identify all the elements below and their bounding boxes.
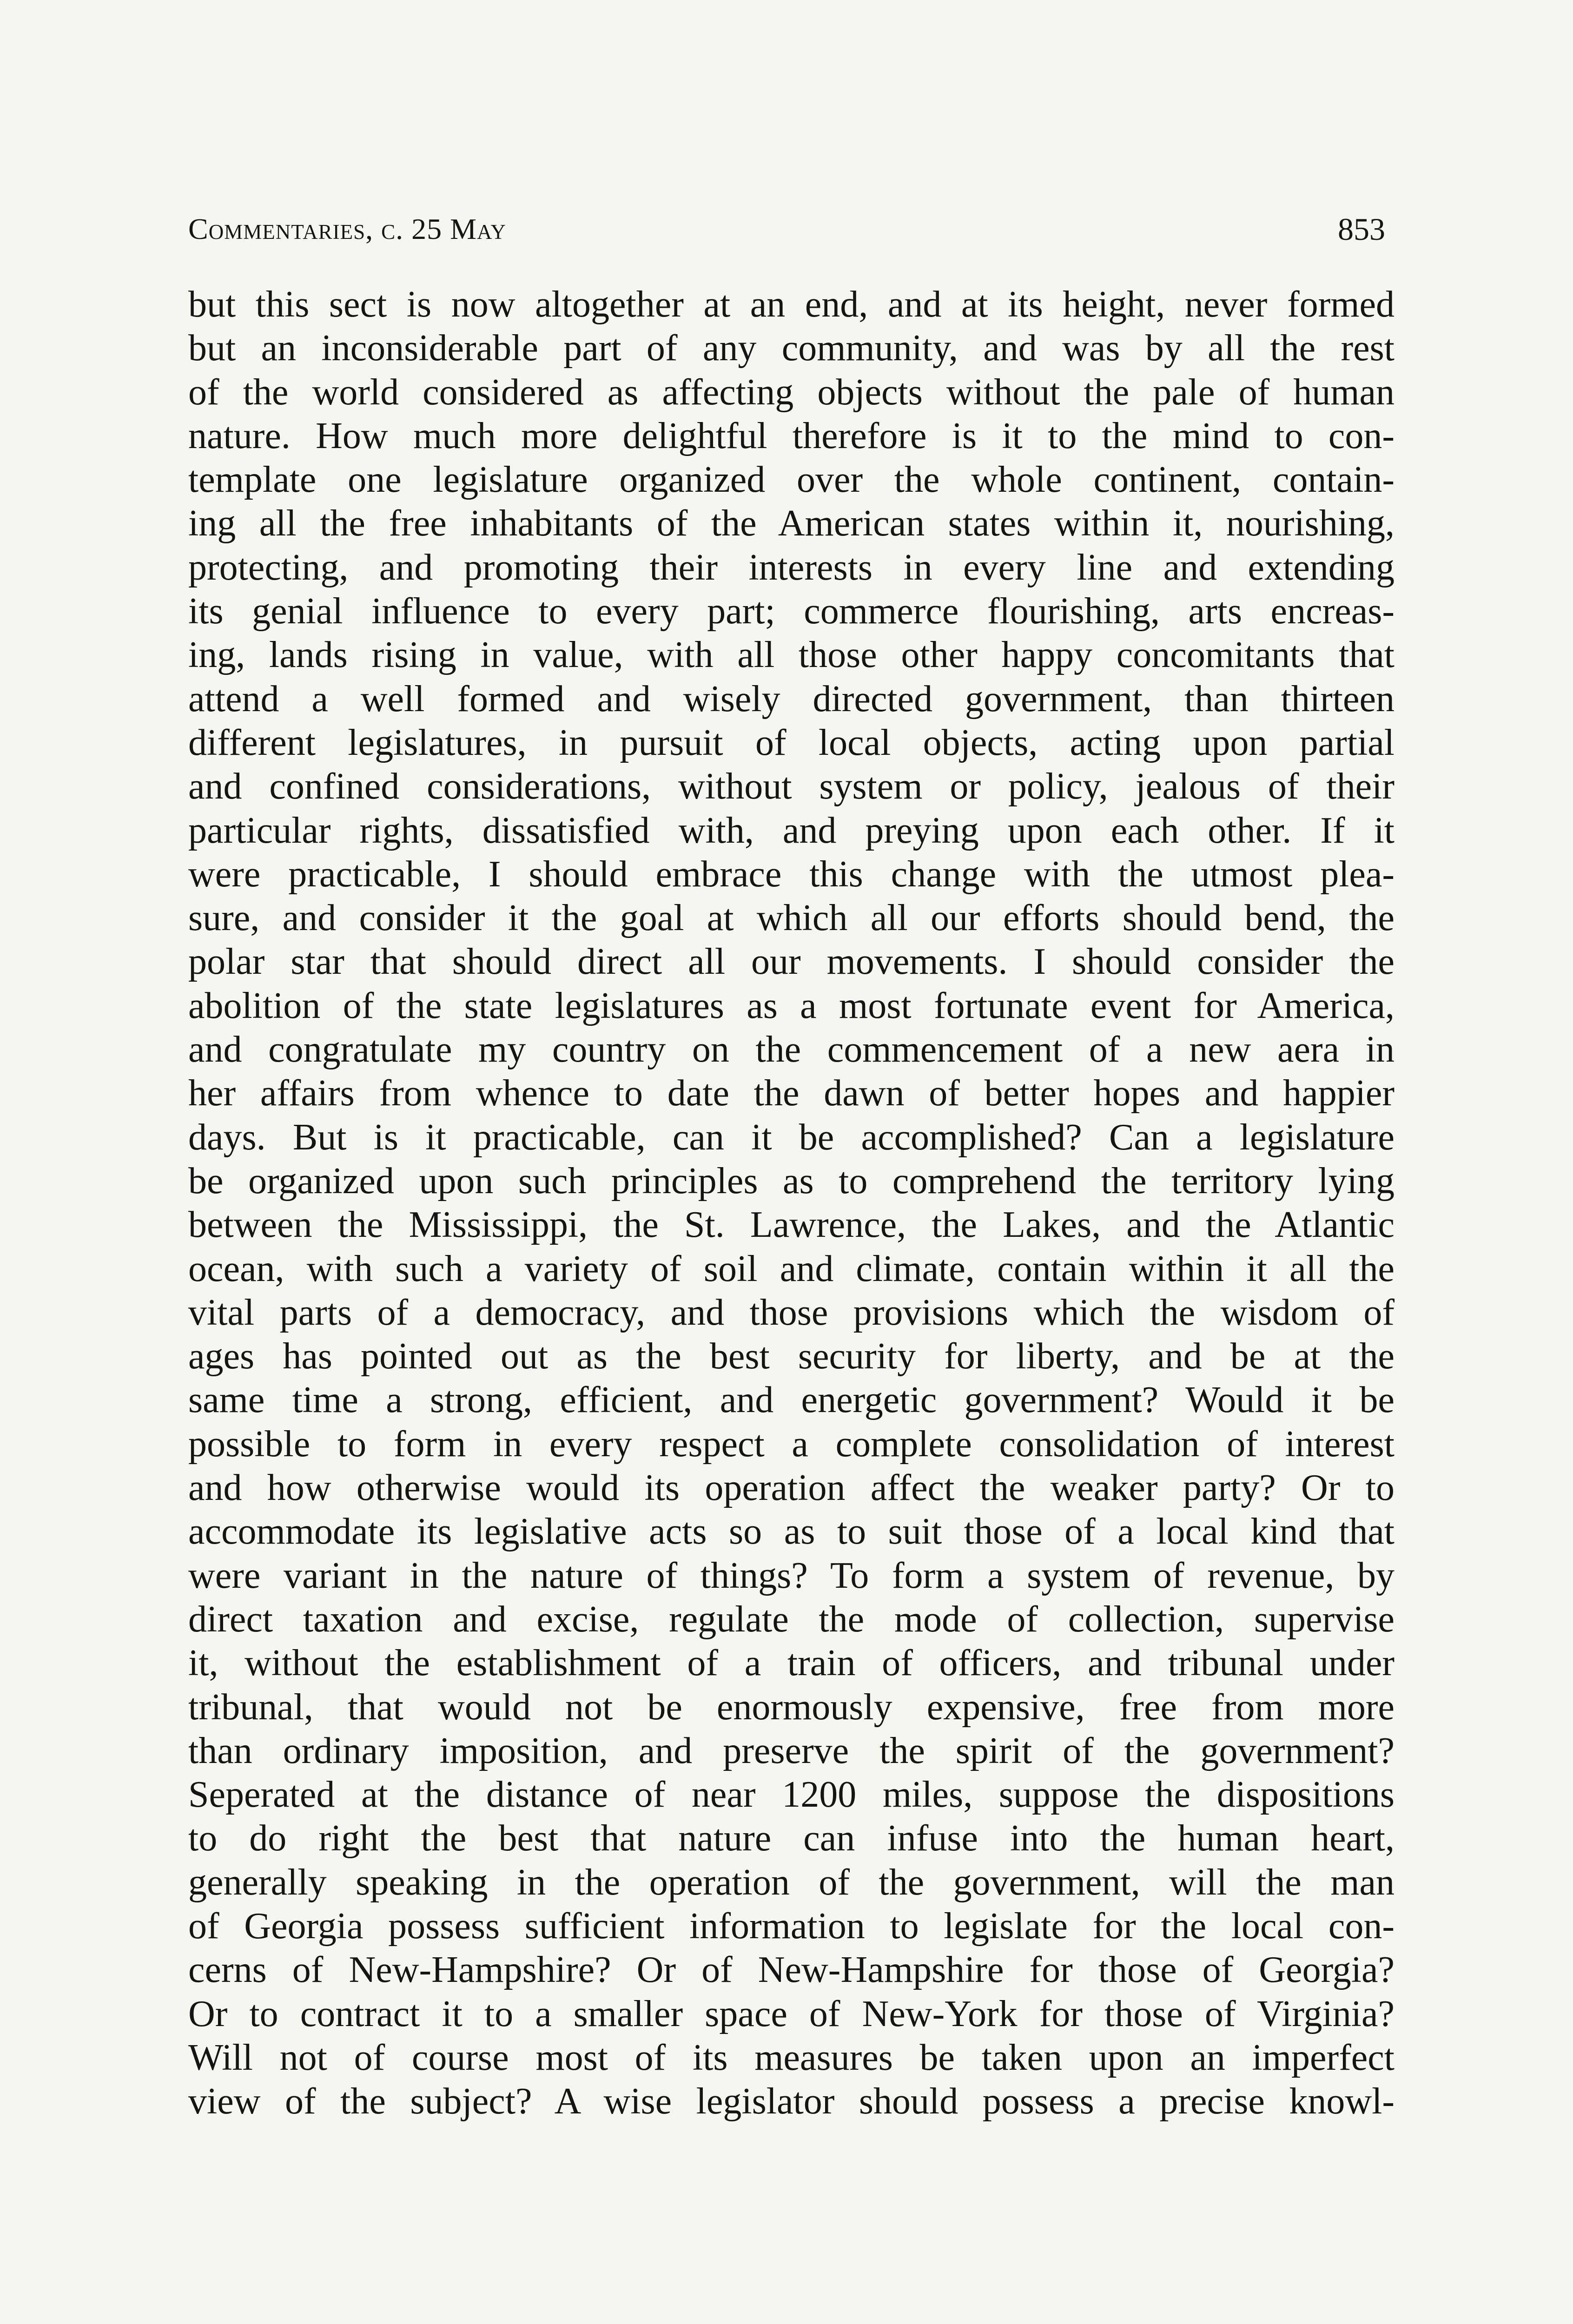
text-line: Seperated at the distance of near 1200 miles, suppose the dispositions: [188, 1774, 1395, 1816]
text-line: and confined considerations, without system or policy, jealous of their: [188, 766, 1395, 807]
text-line: her affairs from whence to date the dawn of better hopes and happier: [188, 1073, 1395, 1114]
text-line: Will not of course most of its measures be taken upon an imperfect: [188, 2037, 1395, 2078]
text-line: generally speaking in the operation of the government, will the man: [188, 1862, 1395, 1903]
text-line: same time a strong, efficient, and energetic government? Would it be: [188, 1380, 1395, 1421]
page-number: 853: [1338, 211, 1385, 247]
text-line: tribunal, that would not be enormously expensive, free from more: [188, 1686, 1395, 1728]
text-line: direct taxation and excise, regulate the mode of collection, supervise: [188, 1598, 1395, 1640]
text-line: abolition of the state legislatures as a most fortunate event for America,: [188, 985, 1395, 1026]
text-line: were practicable, I should embrace this change with the utmost plea-: [188, 853, 1395, 895]
text-line: were variant in the nature of things? To form a system of revenue, by: [188, 1555, 1395, 1596]
text-line: of the world considered as affecting objects without the pale of human: [188, 371, 1395, 413]
text-line: attend a well formed and wisely directed government, than thirteen: [188, 678, 1395, 720]
text-line: polar star that should direct all our movements. I should consider the: [188, 941, 1395, 983]
text-line: nature. How much more delightful therefore is it to the mind to con-: [188, 415, 1395, 456]
running-head: [188, 208, 1385, 250]
text-line: ocean, with such a variety of soil and climate, contain within it all the: [188, 1248, 1395, 1289]
text-line: different legislatures, in pursuit of local objects, acting upon partial: [188, 722, 1395, 763]
text-line: days. But is it practicable, can it be accomplished? Can a legislature: [188, 1116, 1395, 1158]
body-text: [188, 283, 1395, 2123]
text-line: but this sect is now altogether at an end, and at its height, never formed: [188, 284, 1395, 325]
text-line: it, without the establishment of a train of officers, and tribunal under: [188, 1643, 1395, 1684]
text-line: view of the subject? A wise legislator should possess a precise knowl-: [188, 2081, 1395, 2122]
text-line: but an inconsiderable part of any community, and was by all the rest: [188, 328, 1395, 369]
running-title: Commentaries, c. 25 May: [188, 212, 506, 245]
text-line: than ordinary imposition, and preserve the spirit of the government?: [188, 1730, 1395, 1771]
text-line: vital parts of a democracy, and those provisions which the wisdom of: [188, 1292, 1395, 1333]
text-line: of Georgia possess sufficient information to legislate for the local con-: [188, 1905, 1395, 1947]
text-line: particular rights, dissatisfied with, and preying upon each other. If it: [188, 810, 1395, 851]
text-line: ing, lands rising in value, with all those other happy concomitants that: [188, 634, 1395, 676]
text-line: and how otherwise would its operation affect the weaker party? Or to: [188, 1467, 1395, 1509]
text-line: template one legislature organized over the whole continent, contain-: [188, 459, 1395, 501]
text-line: possible to form in every respect a complete consolidation of interest: [188, 1423, 1395, 1465]
text-line: ing all the free inhabitants of the American states within it, nourishing,: [188, 503, 1395, 544]
text-line: sure, and consider it the goal at which all our efforts should bend, the: [188, 898, 1395, 939]
text-line: accommodate its legislative acts so as to suit those of a local kind that: [188, 1511, 1395, 1552]
text-line: protecting, and promoting their interests in every line and extending: [188, 547, 1395, 588]
text-line: ages has pointed out as the best security for liberty, and be at the: [188, 1336, 1395, 1377]
text-line: be organized upon such principles as to comprehend the territory lying: [188, 1160, 1395, 1202]
text-line: cerns of New-Hampshire? Or of New-Hampshire for those of Georgia?: [188, 1949, 1395, 1991]
text-line: and congratulate my country on the commencement of a new aera in: [188, 1029, 1395, 1070]
text-line: its genial influence to every part; commerce flourishing, arts encreas-: [188, 591, 1395, 632]
text-line: to do right the best that nature can infuse into the human heart,: [188, 1818, 1395, 1859]
text-line: between the Mississippi, the St. Lawrence, the Lakes, and the Atlantic: [188, 1204, 1395, 1246]
text-line: Or to contract it to a smaller space of New-York for those of Virginia?: [188, 1993, 1395, 2034]
